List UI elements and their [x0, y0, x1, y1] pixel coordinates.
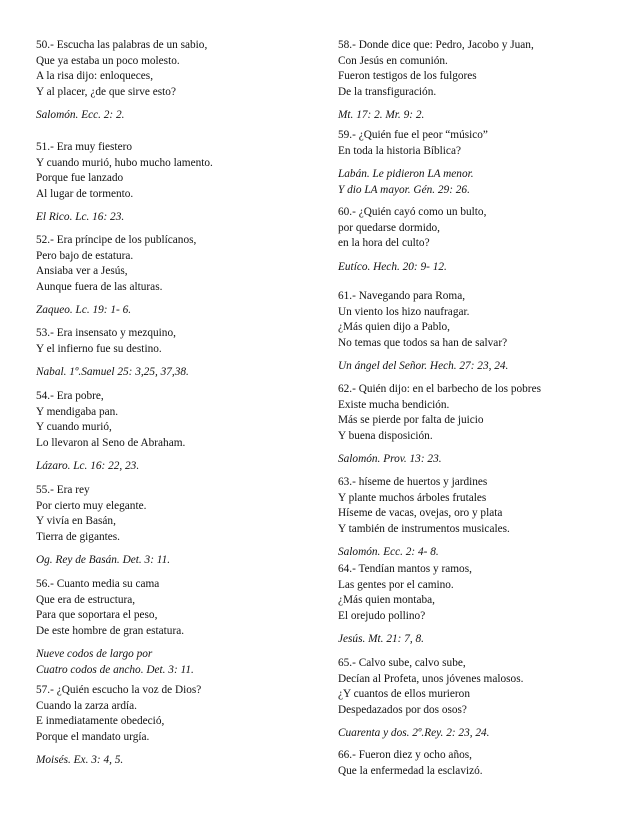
riddle-entry [338, 475, 628, 561]
riddle-entry [36, 577, 326, 679]
riddle-answer-reference: Og. Rey de Basán. Det. 3: 11. [36, 554, 171, 567]
riddle-entry [36, 233, 326, 319]
riddle-text-line: Tierra de gigantes. [36, 530, 120, 543]
riddle-text-line: Y cuando murió, hubo mucho lamento. [36, 156, 213, 169]
riddle-question-line: 64.- Tendían mantos y ramos, [338, 563, 472, 575]
riddle-text-line: Y mendigaba pan. [36, 405, 119, 418]
riddle-text-line: Y cuando murió, [36, 421, 112, 434]
riddle-text-line: Que la enfermedad la esclavizó. [338, 764, 483, 777]
riddle-text-line: Por cierto muy elegante. [36, 499, 147, 512]
entry-spacer [338, 159, 628, 167]
entry-spacer [338, 624, 628, 632]
riddle-answer-reference: Un ángel del Señor. Hech. 27: 23, 24. [338, 360, 509, 373]
riddle-text-line: Y vivía en Basán, [36, 515, 116, 528]
riddle-answer-reference: Y dio LA mayor. Gén. 29: 26. [338, 183, 470, 196]
riddle-answer-reference: Moisés. Ex. 3: 4, 5. [36, 754, 124, 767]
riddle-entry [36, 683, 326, 769]
entry-spacer [36, 357, 326, 365]
riddle-text-line: Pero bajo de estatura. [36, 249, 134, 262]
riddle-answer-reference: Nueve codos de largo por [36, 648, 153, 661]
riddle-question-line: 61.- Navegando para Roma, [338, 290, 466, 302]
riddle-question-line: 52.- Era príncipe de los publícanos, [36, 234, 197, 246]
entry-spacer [36, 100, 326, 108]
riddle-text-line: No temas que todos sa han de salvar? [338, 336, 508, 349]
riddle-text-line: Las gentes por el camino. [338, 578, 454, 591]
riddle-text-line: por quedarse dormido, [338, 221, 440, 234]
riddle-text-line: ¿Y cuantos de ellos murieron [338, 688, 470, 701]
riddle-question-line: 65.- Calvo sube, calvo sube, [338, 657, 466, 669]
riddle-answer-reference: Cuatro codos de ancho. Det. 3: 11. [36, 663, 194, 676]
riddle-text-line: ¿Más quien dijo a Pablo, [338, 321, 451, 334]
riddle-text-line: A la risa dijo: enloqueces, [36, 70, 154, 83]
riddle-answer-reference: El Rico. Lc. 16: 23. [36, 211, 125, 224]
entry-spacer [36, 545, 326, 553]
riddle-question-line: 51.- Era muy fiestero [36, 141, 132, 153]
riddle-text-line: Y al placer, ¿de que sirve esto? [36, 85, 176, 98]
riddle-question-line: 50.- Escucha las palabras de un sabio, [36, 39, 208, 51]
entry-spacer [338, 100, 628, 108]
riddle-text-line: Con Jesús en comunión. [338, 54, 448, 67]
riddle-entry [338, 382, 628, 468]
riddle-text-line: Fueron testigos de los fulgores [338, 70, 477, 83]
riddle-text-line: Cuando la zarza ardía. [36, 699, 137, 712]
riddle-answer-reference: Cuarenta y dos. 2º.Rey. 2: 23, 24. [338, 727, 490, 740]
riddle-entry [338, 748, 628, 779]
entry-spacer [338, 252, 628, 260]
riddle-text-line: ¿Más quien montaba, [338, 594, 435, 607]
riddle-question-line: 58.- Donde dice que: Pedro, Jacobo y Juan, [338, 39, 534, 51]
riddle-question-line: 60.- ¿Quién cayó como un bulto, [338, 206, 487, 218]
riddle-text-line: Existe mucha bendición. [338, 398, 450, 411]
riddle-text-line: E inmediatamente obedeció, [36, 715, 165, 728]
riddle-text-line: Que ya estaba un poco molesto. [36, 54, 180, 67]
riddle-answer-reference: Zaqueo. Lc. 19: 1- 6. [36, 304, 132, 317]
entry-spacer [36, 639, 326, 647]
riddle-answer-reference: Salomón. Ecc. 2: 4- 8. [338, 546, 439, 559]
riddle-entry [36, 483, 326, 569]
riddle-text-line: Al lugar de tormento. [36, 187, 134, 200]
riddle-text-line: Para que soportara el peso, [36, 609, 158, 622]
riddle-answer-reference: Salomón. Prov. 13: 23. [338, 453, 442, 466]
riddle-answer-reference: Salomón. Ecc. 2: 2. [36, 109, 125, 122]
riddle-text-line: Decían al Profeta, unos jóvenes malosos. [338, 672, 524, 685]
riddle-text-line: De este hombre de gran estatura. [36, 624, 185, 637]
riddle-answer-reference: Nabal. 1º.Samuel 25: 3,25, 37,38. [36, 366, 189, 379]
riddle-entry [338, 38, 628, 124]
riddle-question-line: 66.- Fueron diez y ocho años, [338, 749, 472, 761]
riddle-question-line: 62.- Quién dijo: en el barbecho de los pobres [338, 383, 541, 395]
riddle-answer-reference: Mt. 17: 2. Mr. 9: 2. [338, 109, 425, 122]
riddle-text-line: De la transfiguración. [338, 85, 437, 98]
riddle-answer-reference: Jesús. Mt. 21: 7, 8. [338, 633, 424, 646]
riddle-question-line: 53.- Era insensato y mezquino, [36, 327, 176, 339]
riddle-text-line: Más se pierde por falta de juicio [338, 414, 484, 427]
riddle-text-line: Y plante muchos árboles frutales [338, 491, 487, 504]
riddle-text-line: Un viento los hizo naufragar. [338, 305, 470, 318]
riddle-entry [338, 205, 628, 275]
riddle-entry [338, 562, 628, 648]
riddle-text-line: Despedazados por dos osos? [338, 703, 467, 716]
riddle-text-line: Lo llevaron al Seno de Abraham. [36, 436, 186, 449]
riddle-answer-reference: Labán. Le pidieron LA menor. [338, 168, 474, 181]
riddle-question-line: 54.- Era pobre, [36, 390, 104, 402]
entry-spacer [338, 444, 628, 452]
entry-spacer [36, 745, 326, 753]
riddle-question-line: 55.- Era rey [36, 484, 90, 496]
riddle-text-line: Aunque fuera de las alturas. [36, 280, 163, 293]
riddle-entry [36, 326, 326, 381]
entry-spacer [338, 718, 628, 726]
entry-spacer [36, 295, 326, 303]
riddle-question-line: 56.- Cuanto media su cama [36, 578, 160, 590]
riddle-text-line: en la hora del culto? [338, 237, 430, 250]
riddle-text-line: El orejudo pollino? [338, 609, 426, 622]
riddle-text-line: Porque fue lanzado [36, 172, 124, 185]
entry-spacer [338, 537, 628, 545]
riddle-entry [338, 656, 628, 742]
riddle-entry [338, 289, 628, 375]
riddle-text-line: Y el infierno fue su destino. [36, 342, 162, 355]
riddle-entry [36, 140, 326, 226]
entry-spacer [36, 202, 326, 210]
riddle-entry [36, 389, 326, 475]
riddle-text-line: Ansiaba ver a Jesús, [36, 265, 128, 278]
riddle-answer-reference: Eutíco. Hech. 20: 9- 12. [338, 260, 447, 273]
riddle-text-line: Híseme de vacas, ovejas, oro y plata [338, 507, 503, 520]
entry-spacer [36, 451, 326, 459]
riddle-text-line: Que era de estructura, [36, 593, 136, 606]
riddle-question-line: 57.- ¿Quién escucho la voz de Dios? [36, 684, 202, 696]
riddle-question-line: 59.- ¿Quién fue el peor “músico” [338, 129, 488, 141]
entry-spacer [338, 351, 628, 359]
riddle-text-line: Y buena disposición. [338, 429, 433, 442]
riddle-text-line: En toda la historia Bíblica? [338, 144, 461, 157]
riddle-entry [36, 38, 326, 124]
riddle-text-line: Y también de instrumentos musicales. [338, 522, 510, 535]
riddle-question-line: 63.- híseme de huertos y jardines [338, 476, 488, 488]
riddle-answer-reference: Lázaro. Lc. 16: 22, 23. [36, 460, 140, 473]
riddle-entry [338, 128, 628, 198]
riddle-text-line: Porque el mandato urgía. [36, 730, 150, 743]
